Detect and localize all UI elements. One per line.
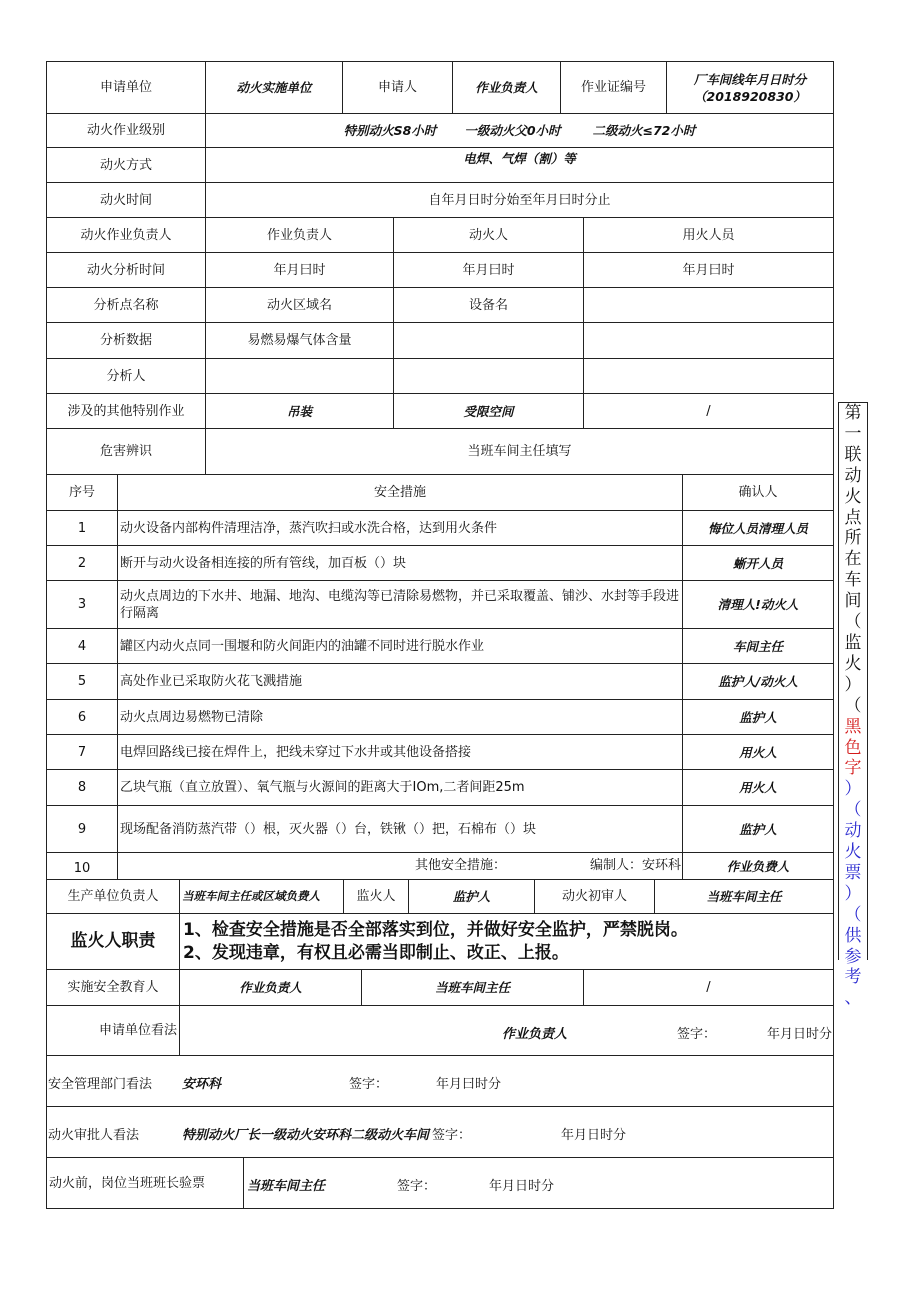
fire-guard-label: 监火人 <box>344 880 409 914</box>
analyst-col1 <box>206 359 394 394</box>
first-review-label: 动火初审人 <box>535 880 655 914</box>
education-col2: 当班车间主任 <box>362 970 584 1006</box>
measure-row-5-confirm: 监护人/动火人 <box>683 664 834 700</box>
analyst-col2 <box>394 359 584 394</box>
applicant-unit-label: 申请单位 <box>46 61 206 114</box>
fire-level-second: 二级动火≤72小时 <box>592 123 696 138</box>
fire-time-label: 动火时间 <box>46 183 206 218</box>
analyst-col3 <box>584 359 834 394</box>
other-special-col2: 受限空间 <box>394 394 584 429</box>
measure-row-2-text: 断开与动火设备相连接的所有管线，加百板（）块 <box>118 546 683 581</box>
measure-row-7-text: 电焊回路线已接在焊件上，把线未穿过下水井或其他设备搭接 <box>118 735 683 770</box>
hazard-label: 危害辨识 <box>46 429 206 475</box>
approver-opinion-sign: 签字： <box>432 1128 472 1143</box>
fire-time-value: 自年月日时分始至年月曰时分止 <box>206 183 834 218</box>
measure-row-10-no: 10 <box>46 853 118 880</box>
side-copy-note: 第 一 联 动 火 点 所 在 车 间 （ 监 火 ） （ 黑 色 字 ） （ 动 火 票 ） （ 供 参 考 、 <box>838 402 868 960</box>
measure-row-1-text: 动火设备内部构件清理洁净，蒸汽吹扫或水洗合格，达到用火条件 <box>118 511 683 546</box>
fire-guard-value: 监护人 <box>409 880 535 914</box>
applicant-opinion-person: 作业负责人 <box>502 1027 568 1042</box>
measure-row-9-no: 9 <box>46 806 118 853</box>
measure-row-8-confirm: 用火人 <box>683 770 834 806</box>
measure-row-9-text: 现场配备消防蒸汽带（）根，灭火器（）台，铁锹（）把，石棉布（）块 <box>118 806 683 853</box>
approver-opinion-date: 年月日时分 <box>561 1128 627 1143</box>
measure-row-5-text: 高处作业已采取防火花飞溅措施 <box>118 664 683 700</box>
applicant-opinion-date: 年月日时分 <box>767 1027 833 1042</box>
pre-check-label: 动火前，岗位当班班长验票 <box>46 1158 244 1209</box>
analysis-data-col2 <box>394 323 584 359</box>
education-label: 实施安全教育人 <box>46 970 180 1006</box>
analysis-point-label: 分析点名称 <box>46 288 206 323</box>
safety-dept-opinion-dept: 安环科 <box>182 1077 222 1092</box>
measure-row-2-no: 2 <box>46 546 118 581</box>
safety-dept-opinion-label: 安全管理部门看法 <box>48 1077 153 1092</box>
measure-row-3-no: 3 <box>46 581 118 629</box>
analyst-label: 分析人 <box>46 359 206 394</box>
applicant-value: 作业负责人 <box>453 61 561 114</box>
approver-opinion-text: 特别动火厂长一级动火安环科二级动火车间 <box>182 1128 430 1143</box>
applicant-label: 申请人 <box>343 61 453 114</box>
fire-level-special: 特别动火S8小时 <box>343 123 437 138</box>
analysis-data-col3 <box>584 323 834 359</box>
fire-level-first: 一级动火父0小时 <box>464 123 561 138</box>
education-col3: / <box>584 970 834 1006</box>
guard-duty-line-1: 1、检查安全措施是否全部落实到位，并做好安全监护，严禁脱岗。 <box>183 919 688 940</box>
editor-label: 编制人：安环科 <box>590 858 682 873</box>
measure-row-4-text: 罐区内动火点同一围堰和防火间距内的油罐不同时进行脱水作业 <box>118 629 683 664</box>
measure-row-5-no: 5 <box>46 664 118 700</box>
measure-row-8-text: 乙块气瓶（直立放置）、氧气瓶与火源间的距离大于IOm,二者间距25m <box>118 770 683 806</box>
analysis-data-label: 分析数据 <box>46 323 206 359</box>
safety-dept-opinion-sign: 签字： <box>349 1077 389 1092</box>
permit-no-label: 作业证编号 <box>561 61 667 114</box>
other-special-col3: / <box>584 394 834 429</box>
other-measures-label: 其他安全措施： <box>415 858 507 873</box>
fire-leader-col3: 用火人员 <box>584 218 834 253</box>
approver-opinion-label: 动火审批人看法 <box>48 1128 140 1143</box>
measure-row-6-no: 6 <box>46 700 118 735</box>
fire-leader-label: 动火作业负责人 <box>46 218 206 253</box>
education-col1: 作业负责人 <box>180 970 362 1006</box>
measure-row-9-confirm: 监护人 <box>683 806 834 853</box>
production-leader-value: 当班车间主任或区域负费人 <box>180 880 344 914</box>
fire-level-value <box>206 114 834 148</box>
applicant-opinion-label: 申请单位看法 <box>46 1006 180 1056</box>
safety-dept-opinion-date: 年月曰时分 <box>436 1077 502 1092</box>
analysis-point-col2: 设备名 <box>394 288 584 323</box>
measure-row-3-text: 动火点周边的下水井、地漏、地沟、电缆沟等已清除易燃物，并已采取覆盖、铺沙、水封等手段进行隔离 <box>118 581 683 629</box>
guard-duties-text <box>180 914 834 970</box>
measure-row-6-text: 动火点周边易燃物已清除 <box>118 700 683 735</box>
applicant-unit-value: 动火实施单位 <box>206 61 343 114</box>
measures-header-confirm: 确认人 <box>683 475 834 511</box>
measure-row-2-confirm: 蜥开人员 <box>683 546 834 581</box>
measure-row-10-confirm: 作业负费人 <box>683 853 834 880</box>
guard-duty-line-2: 2、发现违章，有权且必需当即制止、改正、上报。 <box>183 942 569 963</box>
analysis-time-col3: 年月曰时 <box>584 253 834 288</box>
pre-check-date: 年月日时分 <box>489 1179 555 1194</box>
measure-row-7-confirm: 用火人 <box>683 735 834 770</box>
hazard-value: 当班车间主任填写 <box>206 429 834 475</box>
measure-row-7-no: 7 <box>46 735 118 770</box>
analysis-point-col3 <box>584 288 834 323</box>
measures-header-measure: 安全措施 <box>118 475 683 511</box>
measure-row-6-confirm: 监护人 <box>683 700 834 735</box>
measure-row-4-no: 4 <box>46 629 118 664</box>
other-special-col1: 吊装 <box>206 394 394 429</box>
measure-row-1-confirm: 悔位人员清理人员 <box>683 511 834 546</box>
pre-check-person: 当班车间主任 <box>247 1179 326 1194</box>
guard-duties-label: 监火人职责 <box>46 914 180 970</box>
measure-row-3-confirm: 清理人!动火人 <box>683 581 834 629</box>
fire-level-label: 动火作业级别 <box>46 114 206 148</box>
permit-no-value: 厂车间线年月日时分（2018920830） <box>667 61 834 114</box>
other-special-label: 涉及的其他特别作业 <box>46 394 206 429</box>
analysis-time-label: 动火分析时间 <box>46 253 206 288</box>
fire-method-label: 动火方式 <box>46 148 206 183</box>
analysis-time-col2: 年月曰时 <box>394 253 584 288</box>
analysis-data-col1: 易燃易爆气体含量 <box>206 323 394 359</box>
first-review-value: 当班车间主任 <box>655 880 834 914</box>
measure-row-1-no: 1 <box>46 511 118 546</box>
pre-check-sign: 签字： <box>397 1179 437 1194</box>
measure-row-8-no: 8 <box>46 770 118 806</box>
fire-method-value: 电焊、气焊（割）等 <box>206 148 834 183</box>
measure-row-4-confirm: 车间主任 <box>683 629 834 664</box>
measures-header-no: 序号 <box>46 475 118 511</box>
production-leader-label: 生产单位负责人 <box>46 880 180 914</box>
applicant-opinion-sign: 签字： <box>677 1027 717 1042</box>
fire-leader-col2: 动火人 <box>394 218 584 253</box>
analysis-time-col1: 年月曰时 <box>206 253 394 288</box>
fire-leader-col1: 作业负责人 <box>206 218 394 253</box>
analysis-point-col1: 动火区域名 <box>206 288 394 323</box>
